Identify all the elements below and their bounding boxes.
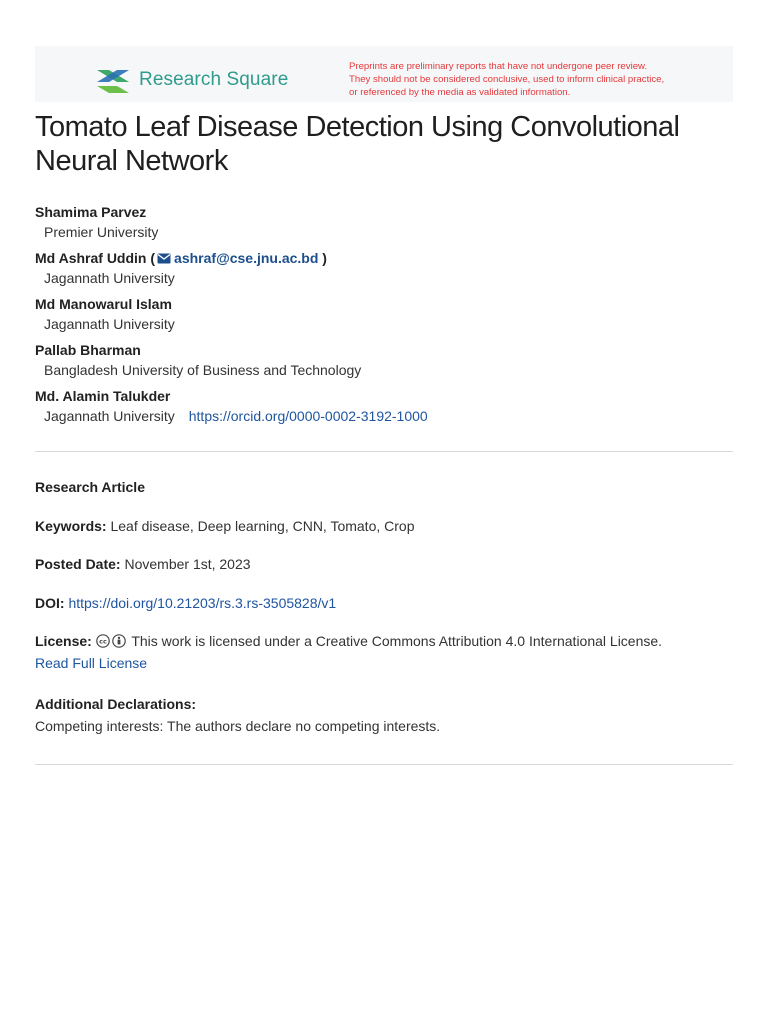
- author-affiliation: Premier University: [44, 224, 159, 240]
- author-entry: [35, 203, 735, 243]
- svg-text:cc: cc: [98, 637, 107, 646]
- author-entry: [35, 249, 735, 289]
- author-entry: [35, 341, 735, 381]
- orcid-link[interactable]: https://orcid.org/0000-0002-3192-1000: [188, 408, 428, 424]
- preprint-notice: [349, 61, 709, 99]
- keywords-row: [35, 515, 733, 537]
- author-name: Md Manowarul Islam: [35, 296, 172, 312]
- cc-by-icon: [112, 634, 126, 648]
- author-name: Shamima Parvez: [35, 204, 147, 220]
- keywords-label: Keywords:: [35, 518, 107, 534]
- author-name: Pallab Bharman: [35, 342, 141, 358]
- license-row: [35, 630, 733, 674]
- paper-title: Tomato Leaf Disease Detection Using Convolutional Neural Network: [35, 111, 680, 177]
- read-full-license-link[interactable]: Read Full License: [35, 655, 148, 671]
- keywords-value: Leaf disease, Deep learning, CNN, Tomato, Crop: [110, 518, 415, 534]
- author-entry: [35, 387, 735, 427]
- author-affiliation-line: [35, 405, 735, 427]
- posted-date-row: [35, 553, 733, 575]
- doi-link[interactable]: https://doi.org/10.21203/rs.3.rs-3505828/v1: [68, 595, 337, 611]
- author-entry: [35, 295, 735, 335]
- author-list: [35, 203, 735, 433]
- research-square-logo-icon: [95, 66, 131, 94]
- doi-row: [35, 592, 733, 614]
- author-email-link[interactable]: ashraf@cse.jnu.ac.bd: [174, 250, 319, 266]
- declarations-block: [35, 693, 733, 737]
- divider-bottom: [35, 764, 733, 765]
- notice-line: Preprints are preliminary reports that have not undergone peer review.: [349, 61, 648, 72]
- posted-date-value: November 1st, 2023: [124, 556, 251, 572]
- author-name: Md. Alamin Talukder: [35, 388, 171, 404]
- doi-label: DOI:: [35, 595, 65, 611]
- author-affiliation: Bangladesh University of Business and Technology: [44, 362, 362, 378]
- license-label: License:: [35, 633, 92, 649]
- author-name: Md Ashraf Uddin: [35, 250, 147, 266]
- cc-icon: [96, 634, 110, 648]
- declarations-label: Additional Declarations:: [35, 696, 197, 712]
- article-type: [35, 476, 733, 498]
- brand-name: Research Square: [139, 69, 289, 90]
- license-text: This work is licensed under a Creative Commons Attribution 4.0 International License.: [131, 633, 663, 649]
- notice-line: They should not be considered conclusive, used to inform clinical practice,: [349, 73, 665, 85]
- author-affiliation: Jagannath University: [44, 408, 175, 424]
- research-square-logo[interactable]: [95, 66, 288, 94]
- declarations-text: Competing interests: The authors declare no competing interests.: [35, 718, 441, 734]
- article-type-label: Research Article: [35, 479, 145, 495]
- posted-date-label: Posted Date:: [35, 556, 121, 572]
- author-name-line: Md Ashraf Uddin ( ashraf@cse.jnu.ac.bd ): [35, 250, 327, 266]
- notice-line: or referenced by the media as validated information.: [349, 86, 571, 98]
- mail-icon: [157, 253, 171, 264]
- divider-top: [35, 451, 733, 452]
- author-affiliation: Jagannath University: [44, 270, 175, 286]
- author-affiliation: Jagannath University: [44, 316, 175, 332]
